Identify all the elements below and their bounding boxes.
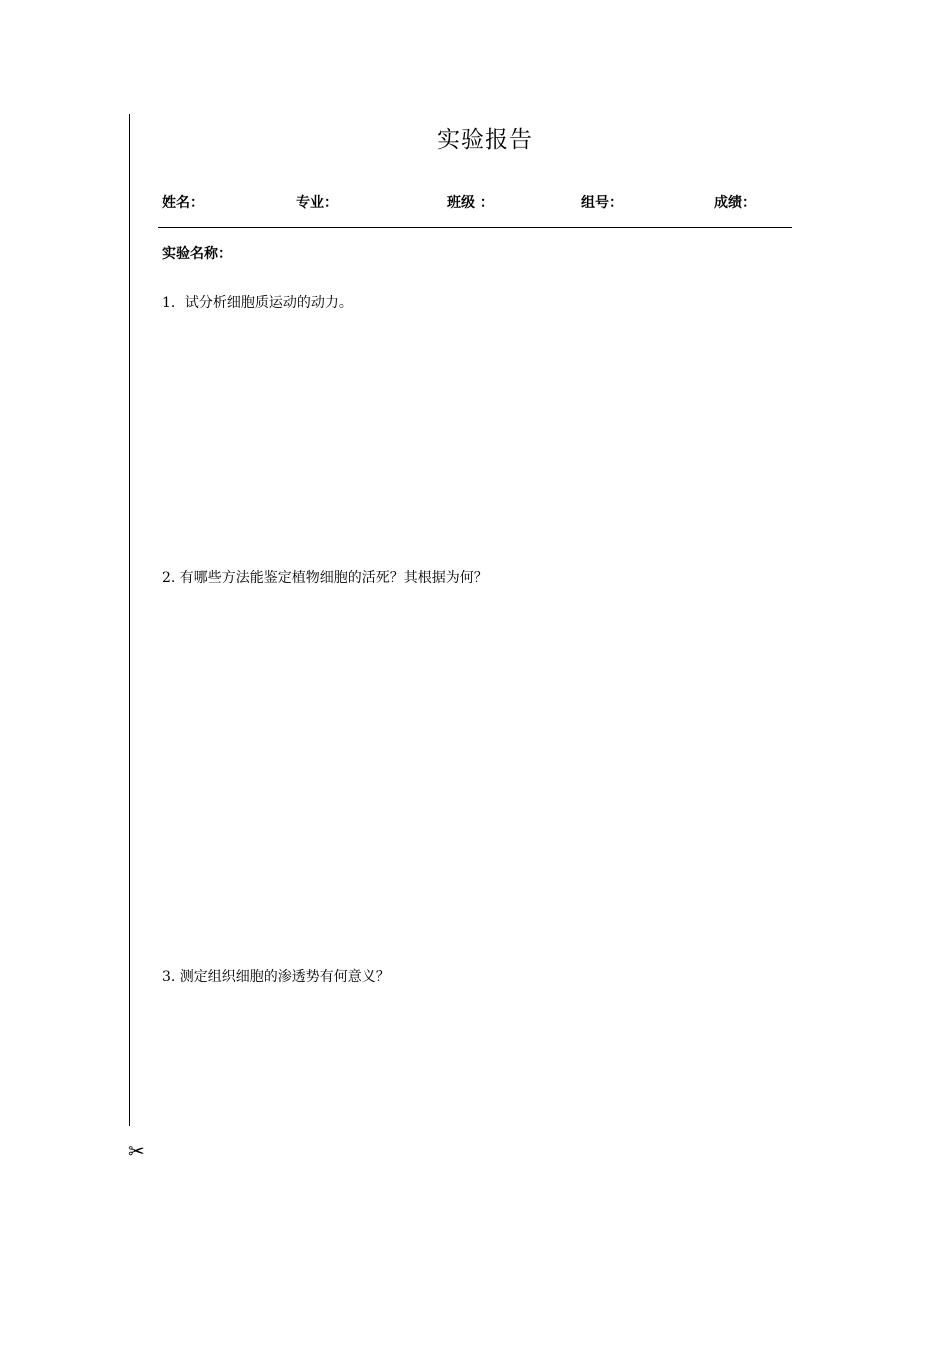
- question-3: 3. 测定组织细胞的渗透势有何意义？: [162, 969, 390, 985]
- header-divider: [158, 227, 792, 228]
- experiment-name-label: 实验名称：: [162, 246, 232, 262]
- binding-margin-line: [129, 114, 130, 1126]
- group-field-label: 组号：: [581, 195, 623, 211]
- page-title: 实验报告: [437, 127, 533, 153]
- question-1: 1．试分析细胞质运动的动力。: [162, 295, 353, 311]
- major-field-label: 专业：: [296, 195, 338, 211]
- student-info-row: [0, 191, 952, 215]
- scissors-icon: ✂: [128, 1139, 145, 1163]
- score-field-label: 成绩：: [714, 195, 756, 211]
- class-field-label: 班级 ：: [447, 195, 494, 211]
- question-2: 2. 有哪些方法能鉴定植物细胞的活死？其根据为何？: [162, 570, 488, 586]
- name-field-label: 姓名：: [162, 195, 204, 211]
